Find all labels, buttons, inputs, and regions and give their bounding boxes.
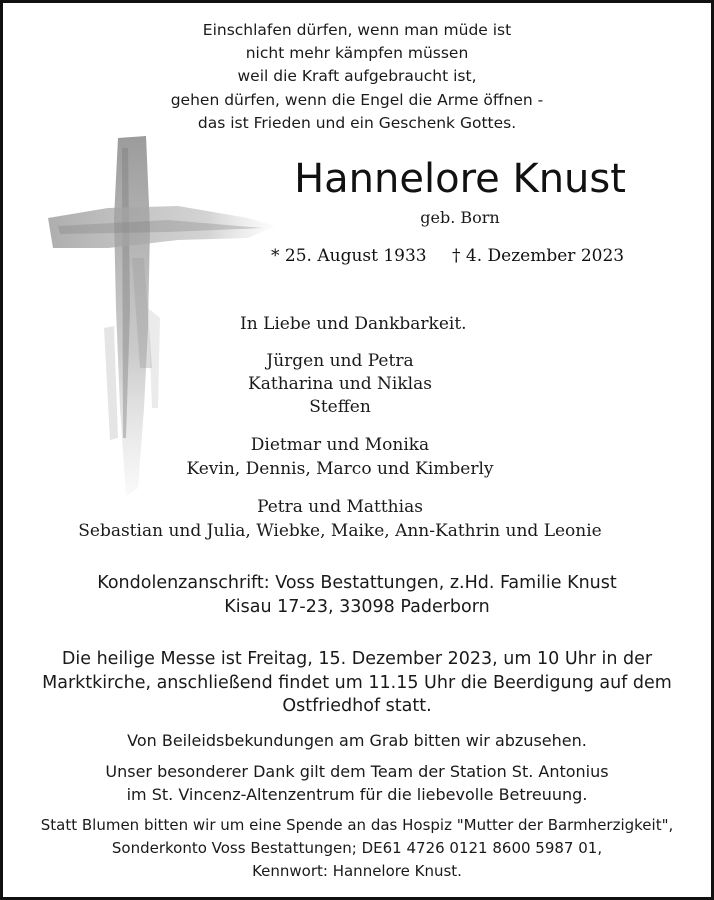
mourner-line: Katharina und Niklas	[248, 374, 432, 394]
mourner-line: Sebastian und Julia, Wiebke, Maike, Ann-Kathrin und Leonie	[78, 521, 602, 541]
birth-date: * 25. August 1933	[271, 246, 427, 266]
gratitude-line: In Liebe und Dankbarkeit.	[240, 314, 467, 334]
mourner-line: Kevin, Dennis, Marco und Kimberly	[186, 459, 494, 479]
mourner-line: Steffen	[309, 397, 371, 417]
mourner-line: Jürgen und Petra	[266, 351, 414, 371]
deceased-name: Hannelore Knust	[294, 156, 626, 202]
birth-name: geb. Born	[420, 208, 500, 227]
no-condolences-note: Von Beileidsbekundungen am Grab bitten wir abzusehen.	[127, 731, 587, 750]
poem-line: das ist Frieden und ein Geschenk Gottes.	[197, 114, 517, 132]
poem-line: nicht mehr kämpfen müssen	[245, 44, 469, 62]
thanks-line: Unser besonderer Dank gilt dem Team der Station St. Antonius	[105, 762, 609, 781]
condolence-address: Kisau 17-23, 33098 Paderborn	[224, 597, 490, 617]
mourner-line: Petra und Matthias	[257, 497, 423, 517]
death-date: † 4. Dezember 2023	[452, 246, 625, 266]
mass-info: Ostfriedhof statt.	[282, 696, 432, 716]
condolence-address: Kondolenzanschrift: Voss Bestattungen, z.Hd. Familie Knust	[97, 573, 617, 593]
thanks-line: im St. Vincenz-Altenzentrum für die liebevolle Betreuung.	[126, 785, 588, 804]
poem-line: gehen dürfen, wenn die Engel die Arme öffnen -	[170, 91, 544, 109]
mass-info: Marktkirche, anschließend findet um 11.15 Uhr die Beerdigung auf dem	[42, 673, 672, 693]
donation-line: Statt Blumen bitten wir um eine Spende an das Hospiz "Mutter der Barmherzigkeit",	[40, 816, 674, 834]
donation-line: Kennwort: Hannelore Knust.	[252, 862, 462, 880]
mourner-line: Dietmar und Monika	[250, 435, 430, 455]
poem-line: Einschlafen dürfen, wenn man müde ist	[202, 21, 512, 39]
mass-info: Die heilige Messe ist Freitag, 15. Dezember 2023, um 10 Uhr in der	[61, 649, 653, 669]
poem-line: weil die Kraft aufgebraucht ist,	[237, 67, 477, 85]
donation-line: Sonderkonto Voss Bestattungen; DE61 4726 0121 8600 5987 01,	[111, 839, 603, 857]
